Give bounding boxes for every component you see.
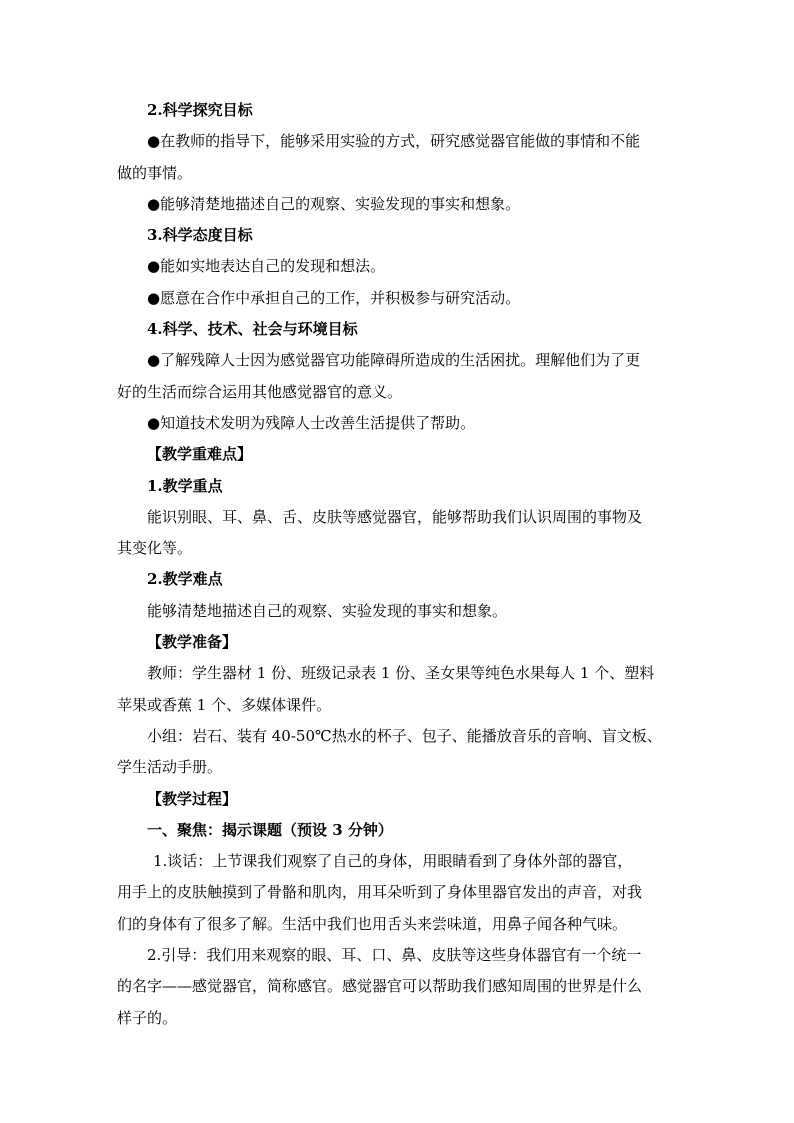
paragraph-line: 用手上的皮肤触摸到了骨骼和肌肉，用耳朵听到了身体里器官发出的声音，对我 (117, 883, 643, 902)
paragraph-line: ●在教师的指导下，能够采用实验的方式，研究感觉器官能做的事情和不能 (147, 132, 641, 151)
heading-sts-goal: 4.科学、技术、社会与环境目标 (147, 320, 358, 339)
paragraph-line: 苹果或香蕉 1 个、多媒体课件。 (117, 695, 332, 714)
paragraph-line: 2.引导：我们用来观察的眼、耳、口、鼻、皮肤等这些身体器官有一个统一 (147, 946, 642, 965)
heading-science-inquiry-goal: 2.科学探究目标 (147, 101, 253, 119)
paragraph-line: ●愿意在合作中承担自己的工作，并积极参与研究活动。 (147, 288, 521, 307)
paragraph-line: 的名字——感觉器官，简称感官。感觉器官可以帮助我们感知周围的世界是什么 (117, 977, 643, 996)
heading-science-attitude-goal: 3.科学态度目标 (147, 226, 253, 245)
paragraph-line: 们的身体有了很多了解。生活中我们也用舌头来尝味道，用鼻子闻各种气味。 (117, 914, 628, 933)
document-body (117, 95, 679, 1034)
paragraph-line: 样子的。 (117, 1008, 178, 1027)
paragraph-line: 教师：学生器材 1 份、班级记录表 1 份、圣女果等纯色水果每人 1 个、塑料 (147, 664, 655, 683)
heading-teaching-difficulty: 2.教学难点 (147, 570, 223, 589)
paragraph-line: 学生活动手册。 (117, 758, 223, 777)
heading-focus-topic: 一、聚焦：揭示课题（预设 3 分钟） (147, 820, 393, 839)
paragraph-line: 其变化等。 (117, 539, 193, 558)
section-heading-process: 【教学过程】 (147, 789, 238, 808)
paragraph-line: ●能如实地表达自己的发现和想法。 (147, 257, 386, 276)
paragraph-line: ●能够清楚地描述自己的观察、实验发现的事实和想象。 (147, 194, 521, 213)
paragraph-line: 1.谈话：上节课我们观察了自己的身体，用眼睛看到了身体外部的器官， (153, 852, 633, 871)
paragraph-line: 好的生活而综合运用其他感觉器官的意义。 (117, 382, 403, 401)
paragraph-line: 小组：岩石、装有 40-50℃热水的杯子、包子、能播放音乐的音响、盲文板、 (147, 726, 662, 745)
paragraph-line: 能够清楚地描述自己的观察、实验发现的事实和想象。 (147, 601, 508, 620)
heading-teaching-focus: 1.教学重点 (147, 476, 223, 495)
section-heading-key-points: 【教学重难点】 (147, 445, 253, 464)
paragraph-line: ●知道技术发明为残障人士改善生活提供了帮助。 (147, 413, 476, 432)
paragraph-line: ●了解残障人士因为感觉器官功能障碍所造成的生活困扰。理解他们为了更 (147, 351, 641, 370)
paragraph-line: 做的事情。 (117, 163, 193, 182)
section-heading-preparation: 【教学准备】 (147, 633, 238, 652)
paragraph-line: 能识别眼、耳、鼻、舌、皮肤等感觉器官，能够帮助我们认识周围的事物及 (147, 507, 643, 526)
